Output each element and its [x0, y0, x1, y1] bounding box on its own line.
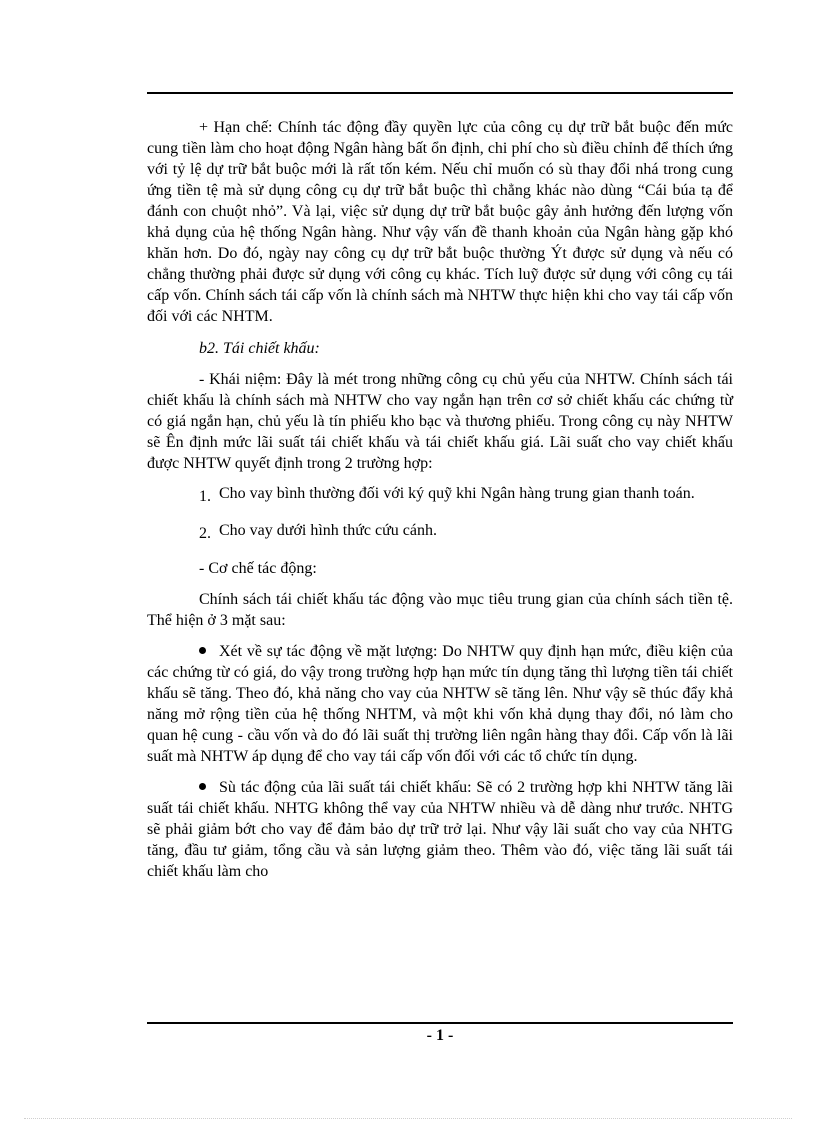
list-number: 2. — [199, 525, 211, 542]
list-number: 1. — [199, 488, 211, 505]
bullet-dot-icon — [199, 783, 206, 790]
bullet-dot-icon — [199, 647, 206, 654]
list-item-text: Cho vay bình thường đối với ký quỹ khi Ngân hàng trung gian thanh toán. — [219, 485, 695, 502]
page-boundary — [24, 1118, 792, 1119]
paragraph-limitations: + Hạn chế: Chính tác động đầy quyền lực của công cụ dự trữ bắt buộc đến mức cung tiền làm cho hoạt động Ngân hàng bất ổn định, chi phí cho sù điều chỉnh để thích ứng với tỷ lệ dự trữ bắt buộc mới là rất tốn kém. Nếu chỉ muốn có sù thay đổi nhá trong cung ứng tiền tệ mà sử dụng công cụ dự trữ bắt buộc thì chẳng khác nào dùng “Cái búa tạ để đánh con chuột nhỏ”. Và lại, việc sử dụng dự trữ bắt buộc gây ảnh hưởng đến lượng vốn khả dụng của hệ thống Ngân hàng. Như vậy vấn đề thanh khoản của Ngân hàng gặp khó khăn hơn. Do đó, ngày nay công cụ dự trữ bắt buộc thường Ýt được sử dụng và nếu có chẳng thường phải được sử dụng với công cụ khác. Tích luỹ được sử dụng với công cụ tái cấp vốn. Chính sách tái cấp vốn là chính sách mà NHTW thực hiện khi cho vay tái cấp vốn đối với các NHTM. — [147, 119, 733, 325]
paragraph-concept: - Khái niệm: Đây là mét trong những công cụ chủ yếu của NHTW. Chính sách tái chiết khấu là chính sách mà NHTW cho vay ngắn hạn trên cơ sở chiết khấu các chứng từ có giá ngắn hạn, chủ yếu là tín phiếu kho bạc và thương phiếu. Trong công cụ này NHTW sẽ Ên định mức lãi suất tái chiết khấu và tái chiết khấu giá. Lãi suất cho vay chiết khấu được NHTW quyết định trong 2 trường hợp: — [147, 371, 733, 472]
bullet-text: Sù tác động của lãi suất tái chiết khấu: Sẽ có 2 trường hợp khi NHTW tăng lãi suất tái chiết khấu. NHTG không thể vay của NHTW nhiều và dễ dàng như trước. NHTG sẽ phải giảm bớt cho vay để đảm bảo dự trữ trở lại. Như vậy lãi suất cho vay của NHTG tăng, đầu tư giảm, tổng cầu và sản lượng giảm theo. Thêm vào đó, việc tăng lãi suất tái chiết khấu làm cho — [147, 779, 733, 880]
list-item-text: Cho vay dưới hình thức cứu cánh. — [219, 522, 437, 539]
mechanism-label: - Cơ chế tác động: — [199, 560, 317, 577]
numbered-item — [147, 520, 733, 548]
header-rule — [147, 92, 733, 94]
bullet-item — [147, 641, 733, 767]
footer-rule — [147, 1022, 733, 1024]
bullet-item — [147, 777, 733, 882]
page-number: - 1 - — [426, 1027, 454, 1044]
bullet-text: Xét về sự tác động về mặt lượng: Do NHTW quy định hạn mức, điều kiện của các chứng từ có giá, do vậy trong trường hợp hạn mức tín dụng tăng thì lượng tiền tái chiết khấu sẽ tăng. Theo đó, khả năng cho vay của NHTW sẽ tăng lên. Như vậy sẽ thúc đẩy khả năng mở rộng tiền của hệ thống NHTM, và một khi vốn khả dụng thay đổi, nó làm cho quan hệ cung - cầu vốn và do đó lãi suất thị trường liên ngân hàng thay đổi. Cấp vốn là lãi suất mà NHTW áp dụng để cho vay tái cấp vốn đối với các tổ chức tín dụng. — [147, 643, 733, 765]
page-body — [147, 117, 733, 882]
numbered-item — [147, 483, 733, 511]
paragraph-mechanism: Chính sách tái chiết khấu tác động vào mục tiêu trung gian của chính sách tiền tệ. Thể hiện ở 3 mặt sau: — [147, 591, 733, 629]
section-heading-b2: b2. Tái chiết khấu: — [199, 340, 320, 357]
